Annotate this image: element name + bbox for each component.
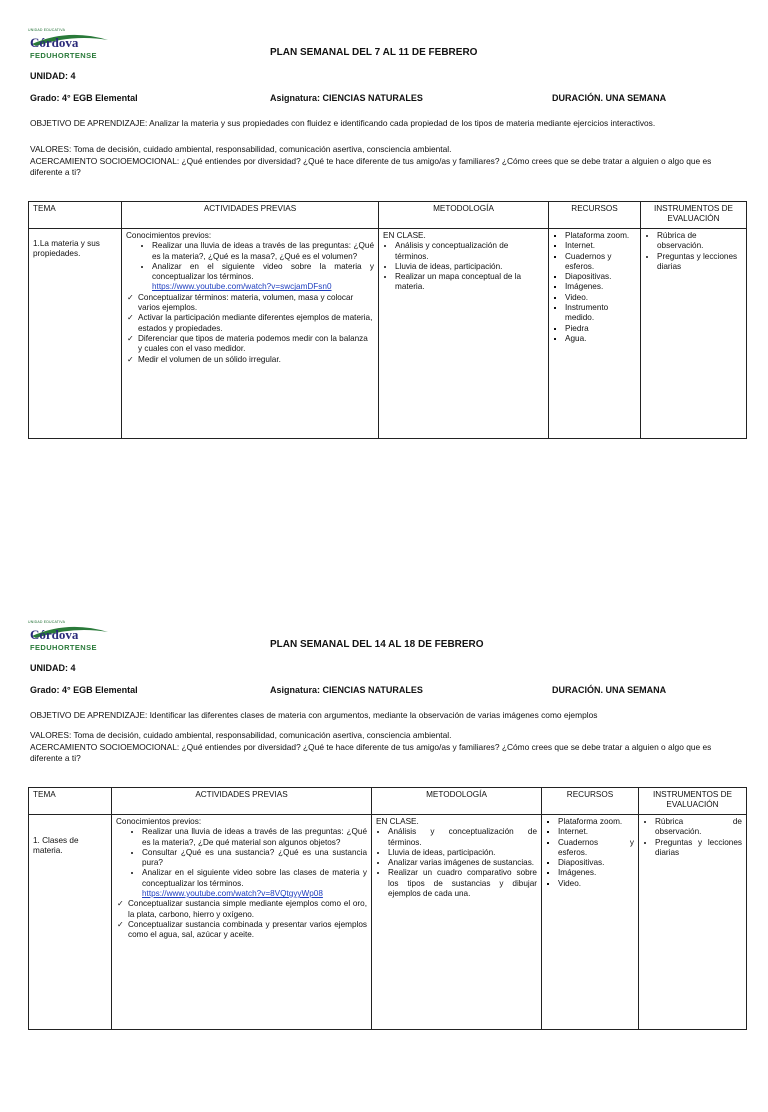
header-recursos: RECURSOS [542, 788, 639, 815]
header-instrumentos: INSTRUMENTOS DE EVALUACIÓN [641, 202, 747, 229]
actividades-checks [116, 899, 367, 940]
list-item: • Realizar una lluvia de ideas a través de las preguntas: ¿Qué es la materia?, ¿Qué es la masa?, ¿Qué es el volumen? [152, 241, 374, 262]
cell-metodologia [372, 815, 542, 1030]
cell-recursos [542, 815, 639, 1030]
list-item: • Realizar un cuadro comparativo sobre los tipos de sustancias y dibujar ejemplos de cada una. [388, 868, 537, 899]
valores-text: VALORES: Toma de decisión, cuidado ambiental, responsabilidad, comunicación asertiva, consciencia ambiental. [30, 730, 452, 740]
header-recursos: RECURSOS [549, 202, 641, 229]
list-item: ▪ Imágenes. [558, 868, 634, 878]
list-item: ▪ Instrumento medido. [565, 303, 636, 324]
valores-text: VALORES: Toma de decisión, cuidado ambiental, responsabilidad, comunicación asertiva, consciencia ambiental. [30, 144, 452, 154]
list-item: ▪ Internet. [558, 827, 634, 837]
header-metodologia: METODOLOGÍA [379, 202, 549, 229]
recursos-list [553, 231, 636, 344]
list-item: • Análisis y conceptualización de términos. [388, 827, 537, 848]
cell-tema [29, 229, 122, 439]
list-item: ✓ Medir el volumen de un sólido irregular. [138, 355, 374, 365]
list-item: • Analizar en el siguiente video sobre la materia y conceptualizar los términos. https://www.youtube.com/watch?v=swcjamDFsn0 [152, 262, 374, 293]
plan-table [28, 201, 747, 439]
table-header-row [29, 202, 747, 229]
cell-instrumentos [641, 229, 747, 439]
list-item: • Analizar varias imágenes de sustancias. [388, 858, 537, 868]
list-item: • Consultar ¿Qué es una sustancia? ¿Qué es una sustancia pura? [142, 848, 367, 869]
acercamiento-text: ACERCAMIENTO SOCIOEMOCIONAL: ¿Qué entiendes por diversidad? ¿Qué te hace diferente de tus amigo/as y familiares? ¿Cómo crees que se debe tratar a alguien o algo que es diferente a ti? [30, 156, 712, 177]
list-item: ▪ Cuadernos y esferos. [565, 252, 636, 273]
objetivo-text: OBJETIVO DE APRENDIZAJE: Analizar la materia y sus propiedades con fluidez e identificando cada propiedad de los tipos de materia mediante ejercicios interactivos. [30, 118, 656, 128]
list-item: • Lluvia de ideas, participación. [395, 262, 544, 272]
table-row [29, 229, 747, 439]
actividades-intro: Conocimientos previos: [116, 817, 202, 826]
header-tema: TEMA [29, 202, 122, 229]
logo-subtitle: FEDUHORTENSE [30, 643, 97, 652]
list-item: • Preguntas y lecciones diarias [657, 252, 742, 273]
video-link[interactable]: https://www.youtube.com/watch?v=swcjamDFsn0 [152, 282, 332, 292]
header-actividades: ACTIVIDADES PREVIAS [112, 788, 372, 815]
header-instrumentos: INSTRUMENTOS DE EVALUACIÓN [639, 788, 747, 815]
actividades-checks [126, 293, 374, 365]
plan-table [28, 787, 747, 1030]
plan-week-2 [0, 592, 768, 1112]
asignatura-label: Asignatura: CIENCIAS NATURALES [270, 93, 423, 103]
list-item: ✓ Diferenciar que tipos de materia podemos medir con la balanza y cuales con el vaso medidor. [138, 334, 374, 355]
header-tema: TEMA [29, 788, 112, 815]
plan-title: PLAN SEMANAL DEL 7 AL 11 DE FEBRERO [270, 47, 478, 58]
cell-tema [29, 815, 112, 1030]
list-item: • Rúbrica de observación. [655, 817, 742, 838]
cell-metodologia [379, 229, 549, 439]
instrumentos-list [643, 817, 742, 858]
logo-name: Córdova [30, 35, 79, 50]
list-item: ▪ Plataforma zoom. [558, 817, 634, 827]
list-item: ▪ Piedra [565, 324, 636, 334]
plan-title: PLAN SEMANAL DEL 14 AL 18 DE FEBRERO [270, 639, 484, 650]
list-item: ▪ Agua. [565, 334, 636, 344]
list-item: • Análisis y conceptualización de términos. [395, 241, 544, 262]
asignatura-label: Asignatura: CIENCIAS NATURALES [270, 685, 423, 695]
table-row [29, 815, 747, 1030]
unidad-label: UNIDAD: 4 [30, 663, 76, 673]
list-item: ✓ Conceptualizar sustancia combinada y presentar varios ejemplos como el agua, sal, azúcar y aceite. [128, 920, 367, 941]
list-item: ▪ Cuadernos y esferos. [558, 838, 634, 859]
table-header-row [29, 788, 747, 815]
plan-week-1 [0, 0, 768, 520]
recursos-list [546, 817, 634, 889]
actividades-intro: Conocimientos previos: [126, 231, 212, 240]
objetivo-text: OBJETIVO DE APRENDIZAJE: Identificar las diferentes clases de materia con argumentos, mediante la observación de varias imágenes como ejemplos [30, 710, 598, 720]
logo-subtitle: FEDUHORTENSE [30, 51, 97, 60]
list-item: • Rúbrica de observación. [657, 231, 742, 252]
duracion-label: DURACIÓN. UNA SEMANA [552, 685, 667, 695]
list-item: • Analizar en el siguiente video sobre las clases de materia y conceptualizar los términos. https://www.youtube.com/watch?v=8VQtgyyWp08 [142, 868, 367, 899]
metodologia-intro: EN CLASE. [383, 231, 426, 240]
list-item: • Realizar una lluvia de ideas a través de las preguntas: ¿Qué es la materia?, ¿De qué material son algunos objetos? [142, 827, 367, 848]
cell-instrumentos [639, 815, 747, 1030]
grado-label: Grado: 4° EGB Elemental [30, 685, 138, 695]
list-item: ▪ Internet. [565, 241, 636, 251]
actividades-bullets [126, 241, 374, 292]
list-item: ✓ Activar la participación mediante diferentes ejemplos de materia, estados y propiedades. [138, 313, 374, 334]
list-item: ▪ Video. [565, 293, 636, 303]
list-item: ✓ Conceptualizar sustancia simple mediante ejemplos como el oro, la plata, carbono, hierro y oxígeno. [128, 899, 367, 920]
cell-recursos [549, 229, 641, 439]
list-item: ▪ Video. [558, 879, 634, 889]
metodologia-list [376, 827, 537, 899]
header-actividades: ACTIVIDADES PREVIAS [122, 202, 379, 229]
list-item: • Preguntas y lecciones diarias [655, 838, 742, 859]
instrumentos-list [645, 231, 742, 272]
list-item: ✓ Conceptualizar términos: materia, volumen, masa y colocar varios ejemplos. [138, 293, 374, 314]
logo-small-text: UNIDAD EDUCATIVA [28, 28, 66, 32]
actividades-bullets [116, 827, 367, 899]
video-link[interactable]: https://www.youtube.com/watch?v=8VQtgyyWp08 [142, 889, 323, 899]
logo-small-text: UNIDAD EDUCATIVA [28, 620, 66, 624]
list-item: ▪ Plataforma zoom. [565, 231, 636, 241]
tema-text: 1.La materia y sus propiedades. [33, 239, 100, 259]
header-metodologia: METODOLOGÍA [372, 788, 542, 815]
cell-actividades [122, 229, 379, 439]
duracion-label: DURACIÓN. UNA SEMANA [552, 93, 667, 103]
list-item: • Lluvia de ideas, participación. [388, 848, 537, 858]
cell-actividades [112, 815, 372, 1030]
list-item: ▪ Diapositivas. [558, 858, 634, 868]
acercamiento-text: ACERCAMIENTO SOCIOEMOCIONAL: ¿Qué entiendes por diversidad? ¿Qué te hace diferente de tus amigo/as y familiares? ¿Cómo crees que se debe tratar a alguien o algo que es diferente a ti? [30, 742, 712, 763]
list-item: ▪ Diapositivas. [565, 272, 636, 282]
list-item: • Realizar un mapa conceptual de la materia. [395, 272, 544, 293]
list-item: ▪ Imágenes. [565, 282, 636, 292]
logo-name: Córdova [30, 627, 79, 642]
metodologia-intro: EN CLASE. [376, 817, 419, 826]
unidad-label: UNIDAD: 4 [30, 71, 76, 81]
grado-label: Grado: 4° EGB Elemental [30, 93, 138, 103]
tema-text: 1. Clases de materia. [33, 836, 79, 856]
metodologia-list [383, 241, 544, 292]
